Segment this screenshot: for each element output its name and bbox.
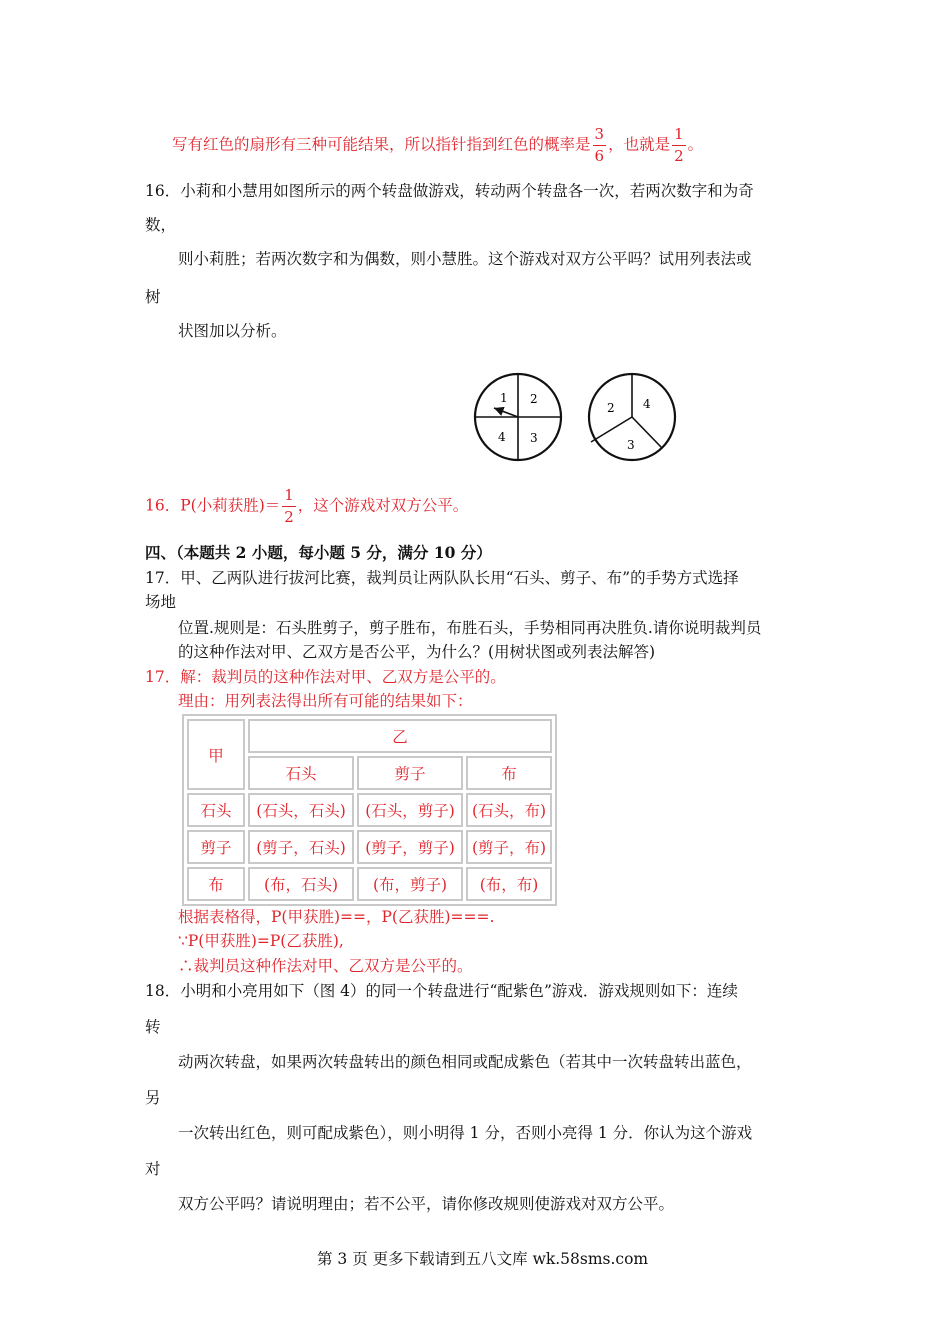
- row-header: 布: [187, 867, 245, 901]
- table-row: [187, 867, 552, 901]
- spinner-right-label: 3: [627, 438, 635, 452]
- table-group-header: 乙: [248, 719, 552, 753]
- spinner-right: [589, 374, 675, 460]
- table-cell: (石头，剪子): [357, 793, 463, 827]
- q18-line1b: 转: [145, 1018, 161, 1036]
- q16-line2b: 树: [145, 288, 161, 306]
- q18-line3: 一次转出红色，则可配成紫色），则小明得 1 分，否则小亮得 1 分．你认为这个游戏: [178, 1124, 753, 1142]
- spinner-figure: [470, 368, 680, 468]
- q17-line3: 的这种作法对甲、乙双方是否公平，为什么？(用树状图或列表法解答): [178, 643, 656, 661]
- answer17-line1: 17．解：裁判员的这种作法对甲、乙双方是公平的。: [145, 668, 506, 686]
- q18-line1: 18．小明和小亮用如下（图 4）的同一个转盘进行“配紫色”游戏．游戏规则如下：连续: [145, 982, 738, 1000]
- column-header: 石头: [248, 756, 354, 790]
- answer17-line2: 理由：用列表法得出所有可能的结果如下：: [178, 692, 473, 710]
- answer17-line5: ∴裁判员这种作法对甲、乙双方是公平的。: [178, 957, 473, 975]
- q18-line2: 动两次转盘，如果两次转盘转出的颜色相同或配成紫色（若其中一次转盘转出蓝色，: [178, 1053, 752, 1071]
- table-row: [187, 830, 552, 864]
- q16-line3: 状图加以分析。: [178, 322, 287, 340]
- q18-line4: 双方公平吗？请说明理由；若不公平，请你修改规则使游戏对双方公平。: [178, 1195, 675, 1213]
- answer15-text: 写有红色的扇形有三种可能结果，所以指针指到红色的概率是: [172, 135, 591, 154]
- q18-line3b: 对: [145, 1160, 161, 1178]
- fraction-3-6: $\frac{3}{6}$: [594, 125, 605, 165]
- spinner-left-label: 2: [530, 392, 538, 406]
- outcome-table: [182, 714, 557, 906]
- spinner-pointer-icon: [494, 408, 518, 417]
- spinner-left-label: 1: [500, 391, 508, 405]
- table-corner: 甲: [187, 719, 245, 790]
- q18-line2b: 另: [145, 1089, 161, 1107]
- fraction-1-2: $\frac{1}{2}$: [674, 125, 684, 165]
- table-cell: (剪子，剪子): [357, 830, 463, 864]
- spinner-left-label: 4: [498, 430, 506, 444]
- section-heading: 四、（本题共 2 小题，每小题 5 分，满分 10 分）: [145, 543, 492, 562]
- answer17-line4: ∵P(甲获胜)=P(乙获胜),: [178, 932, 344, 950]
- spinner-left-label: 3: [530, 431, 538, 445]
- table-cell: (布，石头): [248, 867, 354, 901]
- q17-line1: 17．甲、乙两队进行拔河比赛，裁判员让两队队长用“石头、剪子、布”的手势方式选择: [145, 569, 739, 587]
- table-cell: (布，剪子): [357, 867, 463, 901]
- answer17-line3: 根据表格得，P(甲获胜)==，P(乙获胜)===.: [178, 908, 495, 926]
- spinner-left: [475, 374, 561, 460]
- spinner-right-label: 4: [643, 397, 651, 411]
- q17-line1b: 场地: [145, 593, 177, 611]
- q16-line1: 16．小莉和小慧用如图所示的两个转盘做游戏，转动两个转盘各一次，若两次数字和为奇: [145, 182, 754, 200]
- q17-line2: 位置.规则是：石头胜剪子，剪子胜布，布胜石头，手势相同再决胜负.请你说明裁判员: [178, 619, 762, 637]
- table-cell: (剪子，布): [466, 830, 552, 864]
- row-header: 石头: [187, 793, 245, 827]
- table-cell: (布，布): [466, 867, 552, 901]
- table-row: [187, 793, 552, 827]
- fraction-1-2: $\frac{1}{2}$: [284, 486, 294, 526]
- table-cell: (剪子，石头): [248, 830, 354, 864]
- column-header: 布: [466, 756, 552, 790]
- answer15-line: 写有红色的扇形有三种可能结果，所以指针指到红色的概率是 $\frac{3}{6}$ ，也就是 $\frac{1}{2}$ 。: [172, 125, 704, 165]
- answer16-line: 16．P(小莉获胜)＝ $\frac{1}{2}$ ，这个游戏对双方公平。: [145, 486, 469, 526]
- row-header: 剪子: [187, 830, 245, 864]
- spinner-right-label: 2: [607, 401, 615, 415]
- table-cell: (石头，石头): [248, 793, 354, 827]
- q16-line2: 则小莉胜；若两次数字和为偶数，则小慧胜。这个游戏对双方公平吗？试用列表法或: [178, 250, 752, 268]
- page-footer: 第 3 页 更多下载请到五八文库 wk.58sms.com: [317, 1250, 649, 1268]
- q16-line1b: 数，: [145, 216, 177, 234]
- table-cell: (石头，布): [466, 793, 552, 827]
- column-header: 剪子: [357, 756, 463, 790]
